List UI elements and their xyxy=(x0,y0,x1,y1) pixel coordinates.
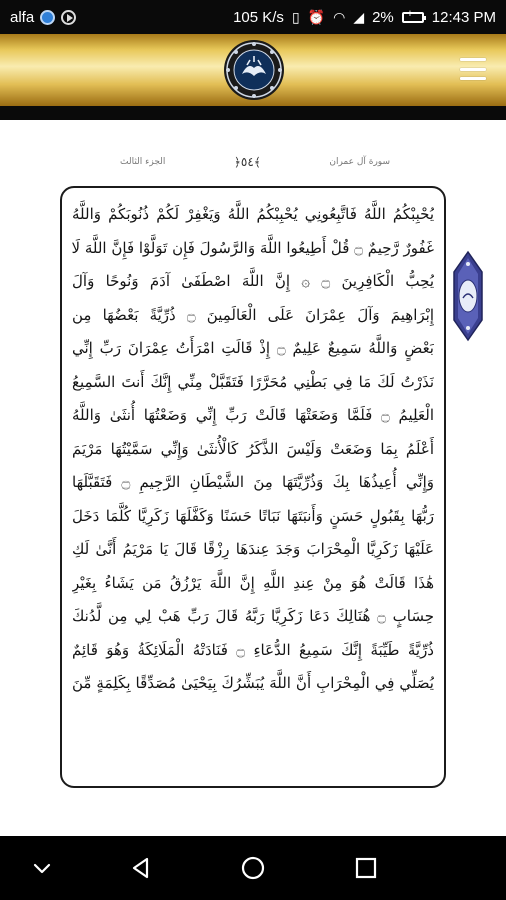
hamburger-menu-icon xyxy=(460,58,486,61)
nav-back-icon[interactable] xyxy=(127,854,155,882)
battery-icon xyxy=(402,12,424,23)
quran-line: حِسَابٍ ۝ هُنَالِكَ دَعَا زَكَرِيَّا رَبَّهُ قَالَ رَبِّ هَبْ لِي مِن لَّدُنكَ xyxy=(72,607,434,625)
app-notification-icon xyxy=(40,10,55,25)
wifi-icon: ◠ xyxy=(333,8,346,25)
quran-emblem-icon[interactable] xyxy=(223,38,285,102)
quran-line: نَذَرْتُ لَكَ مَا فِي بَطْنِي مُحَرَّرًا فَتَقَبَّلْ مِنِّي إِنَّكَ أَنتَ السَّمِيعُ xyxy=(72,372,434,391)
quran-line: ذُرِّيَّةً طَيِّبَةً إِنَّكَ سَمِيعُ الدُّعَاءِ ۝ فَنَادَتْهُ الْمَلَائِكَةُ وَهُوَ قَائِمٌ xyxy=(72,640,434,659)
quran-line: رَبُّهَا بِقَبُولٍ حَسَنٍ وَأَنبَتَهَا نَبَاتًا حَسَنًا وَكَفَّلَهَا زَكَرِيَّا كُلَّمَا دَخَلَ xyxy=(72,506,434,525)
page-number: ﴿٥٤﴾ xyxy=(233,155,261,169)
quran-line: وَإِنِّي أُعِيذُهَا بِكَ وَذُرِّيَّتَهَا مِنَ الشَّيْطَانِ الرَّجِيمِ ۝ فَتَقَبَّلَهَا xyxy=(72,473,434,491)
network-speed: 105 K/s xyxy=(233,8,284,26)
nav-recents-icon[interactable] xyxy=(352,854,380,882)
quran-line: إِبْرَاهِيمَ وَآلَ عِمْرَانَ عَلَى الْعَالَمِينَ ۝ ذُرِّيَّةً بَعْضُهَا مِن xyxy=(72,305,434,324)
quran-line xyxy=(72,701,434,735)
media-play-icon xyxy=(61,10,76,25)
quran-line: غَفُورٌ رَّحِيمٌ ۝ قُلْ أَطِيعُوا اللَّهَ وَالرَّسُولَ فَإِن تَوَلَّوْا فَإِنَّ اللَّهَ لَا xyxy=(72,238,434,257)
menu-button[interactable] xyxy=(460,58,486,80)
quran-line: يُحْبِبْكُمُ اللَّهُ فَاتَّبِعُونِي يُحْبِبْكُمُ اللَّهُ وَيَغْفِرْ لَكُمْ ذُنُوبَكُمْ وَاللَّهُ xyxy=(72,205,434,223)
bookmark-ornament-icon[interactable] xyxy=(452,250,484,342)
header-border xyxy=(0,106,506,120)
quran-line: أَعْلَمُ بِمَا وَضَعَتْ وَلَيْسَ الذَّكَرُ كَالْأُنثَىٰ وَإِنِّي سَمَّيْتُهَا مَرْيَمَ xyxy=(72,439,434,458)
quran-line: يُصَلِّي فِي الْمِحْرَابِ أَنَّ اللَّهَ يُبَشِّرُكَ بِيَحْيَىٰ مُصَدِّقًا بِكَلِمَةٍ مِّنَ xyxy=(72,674,434,692)
clock: 12:43 PM xyxy=(431,8,496,26)
hamburger-line xyxy=(460,68,486,71)
quran-line xyxy=(72,734,434,768)
quran-page[interactable] xyxy=(60,186,446,788)
signal-icon: ◢ xyxy=(353,8,365,25)
carrier-label: alfa xyxy=(10,8,35,26)
quran-line: عَلَيْهَا زَكَرِيَّا الْمِحْرَابَ وَجَدَ عِندَهَا رِزْقًا قَالَ يَا مَرْيَمُ أَنَّىٰ لَكِ xyxy=(72,540,434,558)
hamburger-line xyxy=(460,77,486,80)
quran-line: الْعَلِيمُ ۝ فَلَمَّا وَضَعَتْهَا قَالَتْ رَبِّ إِنِّي وَضَعْتُهَا أُنثَىٰ وَاللَّهُ xyxy=(72,406,434,424)
nav-collapse-icon[interactable] xyxy=(28,854,56,882)
juz-label: الجزء الثالث xyxy=(120,157,166,167)
status-bar xyxy=(0,0,506,34)
quran-line: يُحِبُّ الْكَافِرِينَ ۝ ۞ إِنَّ اللَّهَ اصْطَفَىٰ آدَمَ وَنُوحًا وَآلَ xyxy=(72,272,434,290)
alarm-icon: ⏰ xyxy=(307,8,326,25)
surah-label: سورة آل عمران xyxy=(329,157,390,167)
quran-line: بَعْضٍ وَاللَّهُ سَمِيعٌ عَلِيمٌ ۝ إِذْ قَالَتِ امْرَأَتُ عِمْرَانَ رَبِّ إِنِّي xyxy=(72,339,434,357)
battery-percent: 2% xyxy=(372,8,394,26)
vibrate-icon: ▯ xyxy=(291,8,300,25)
app-header xyxy=(0,34,506,106)
mushaf-page-header xyxy=(120,152,390,172)
nav-home-icon[interactable] xyxy=(239,854,267,882)
navigation-bar xyxy=(0,836,506,900)
quran-line: هَٰذَا قَالَتْ هُوَ مِنْ عِندِ اللَّهِ إِنَّ اللَّهَ يَرْزُقُ مَن يَشَاءُ بِغَيْرِ xyxy=(72,573,434,592)
